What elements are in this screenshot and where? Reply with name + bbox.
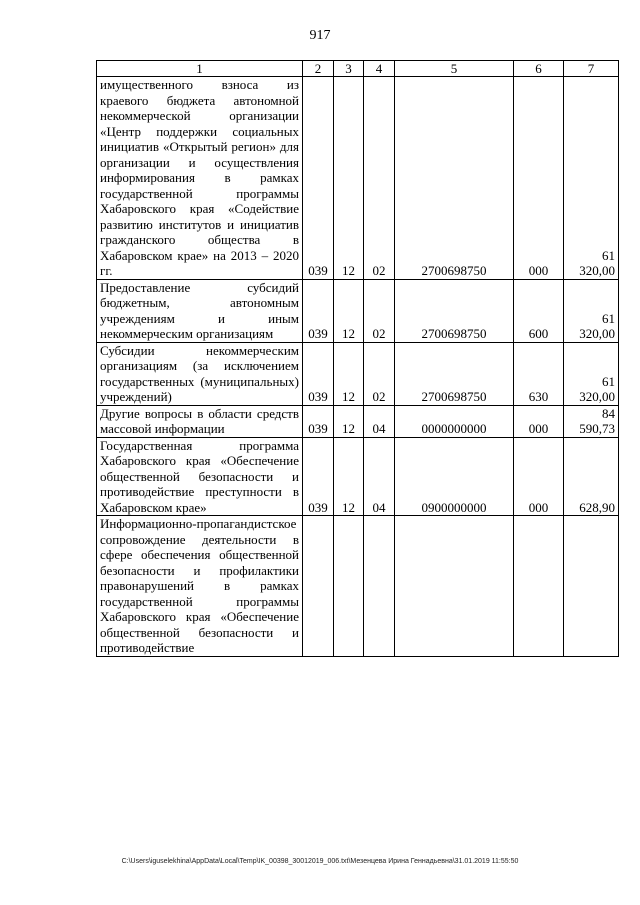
row-code-admin: 039: [303, 77, 334, 280]
header-col-4: 4: [364, 61, 395, 77]
row-code-expense-type: 000: [514, 405, 564, 437]
row-name: Субсидии некоммерческим организациям (за исключением государственных (муниципальных) учреждений): [97, 342, 303, 405]
row-name: Предоставление субсидий бюджетным, автономным учреждениям и иным некоммерческим организациям: [97, 279, 303, 342]
row-code-admin: 039: [303, 279, 334, 342]
row-code-section: 12: [334, 279, 364, 342]
row-code-subsection: 04: [364, 437, 395, 516]
row-code-admin: [303, 516, 334, 657]
row-code-subsection: 02: [364, 77, 395, 280]
row-code-expense-type: [514, 516, 564, 657]
row-amount: 61 320,00: [564, 77, 619, 280]
budget-table: [96, 60, 619, 657]
row-code-admin: 039: [303, 405, 334, 437]
row-code-section: 12: [334, 437, 364, 516]
row-code-section: 12: [334, 77, 364, 280]
row-code-subsection: [364, 516, 395, 657]
row-code-target: 0000000000: [395, 405, 514, 437]
row-name: Государственная программа Хабаровского края «Обеспечение общественной безопасности и противодействие преступности в Хабаровском крае»: [97, 437, 303, 516]
row-name: имущественного взноса из краевого бюджета автономной некоммерческой организации «Центр поддержки социальных инициатив «Открытый регион» для организации и осуществления информирования в рамках государственной программы Хабаровского края «Содействие развитию институтов и инициатив гражданского общества в Хабаровском крае» на 2013 – 2020 гг.: [97, 77, 303, 280]
header-col-3: 3: [334, 61, 364, 77]
table-row: [97, 342, 619, 405]
header-row: [97, 61, 619, 77]
header-col-6: 6: [514, 61, 564, 77]
row-code-admin: 039: [303, 437, 334, 516]
row-code-section: [334, 516, 364, 657]
header-col-1: 1: [97, 61, 303, 77]
row-code-target: 2700698750: [395, 279, 514, 342]
table-row: [97, 77, 619, 280]
row-code-admin: 039: [303, 342, 334, 405]
row-code-expense-type: 000: [514, 437, 564, 516]
row-code-subsection: 02: [364, 279, 395, 342]
row-name: Другие вопросы в области средств массовой информации: [97, 405, 303, 437]
row-code-subsection: 02: [364, 342, 395, 405]
table-row: [97, 437, 619, 516]
header-col-5: 5: [395, 61, 514, 77]
row-code-subsection: 04: [364, 405, 395, 437]
row-code-target: [395, 516, 514, 657]
row-code-section: 12: [334, 405, 364, 437]
row-amount: 84 590,73: [564, 405, 619, 437]
row-code-target: 0900000000: [395, 437, 514, 516]
file-path-footer: C:\Users\iguselekhina\AppData\Local\Temp\IK_00398_30012019_006.txt\Мезенцева Ирина Геннадьевна\31.01.2019 11:55:50: [121, 858, 519, 865]
header-col-2: 2: [303, 61, 334, 77]
row-code-expense-type: 600: [514, 279, 564, 342]
row-name: Информационно-пропагандистское сопровождение деятельности в сфере обеспечения общественной безопасности и профилактики правонарушений в рамках государственной программы Хабаровского края «Обеспечение общественной безопасности и противодействие: [97, 516, 303, 657]
row-code-expense-type: 630: [514, 342, 564, 405]
row-code-section: 12: [334, 342, 364, 405]
row-amount: [564, 516, 619, 657]
table-row: [97, 405, 619, 437]
row-amount: 628,90: [564, 437, 619, 516]
table-row: [97, 279, 619, 342]
page-number: 917: [309, 28, 331, 43]
row-amount: 61 320,00: [564, 279, 619, 342]
header-col-7: 7: [564, 61, 619, 77]
row-amount: 61 320,00: [564, 342, 619, 405]
row-code-expense-type: 000: [514, 77, 564, 280]
row-code-target: 2700698750: [395, 77, 514, 280]
row-code-target: 2700698750: [395, 342, 514, 405]
table-row: [97, 516, 619, 657]
